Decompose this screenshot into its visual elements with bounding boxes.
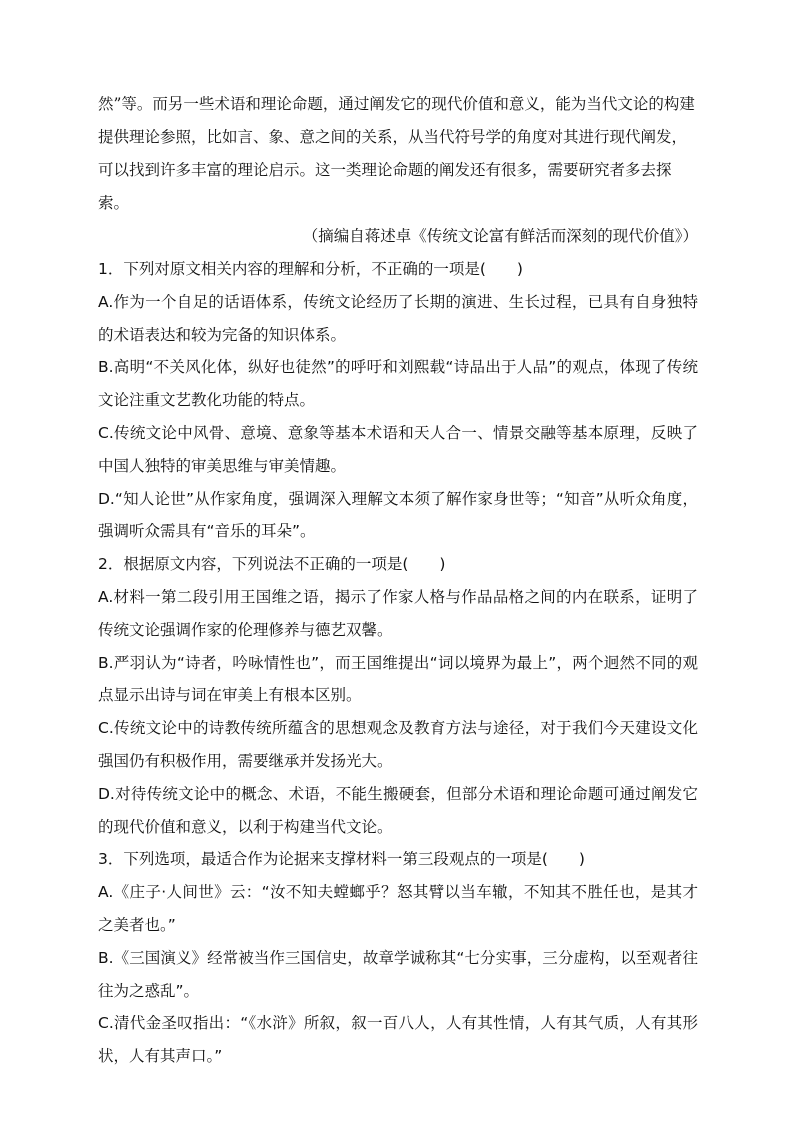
question-2: [98, 548, 698, 843]
option-d: D.“知人论世”从作家角度，强调深入理解文本须了解作家身世等；“知音”从听众角度，强调听众需具有“音乐的耳朵”。: [98, 489, 698, 541]
option-a: A.《庄子·人间世》云：“汝不知夫螳螂乎？怒其臂以当车辙，不知其不胜任也，是其才之美者也。”: [98, 883, 698, 934]
passage-excerpt: [98, 88, 698, 220]
question-3: [98, 843, 698, 1073]
document-page: [98, 88, 698, 1073]
question-stem: 1．下列对原文相关内容的理解和分析，不正确的一项是( ): [98, 260, 523, 278]
option-a: A.作为一个自足的话语体系，传统文论经历了长期的演进、生长过程，已具有自身独特的术语表达和较为完备的知识体系。: [98, 292, 698, 344]
option-d: D.对待传统文论中的概念、术语，不能生搬硬套，但部分术语和理论命题可通过阐发它的现代价值和意义，以利于构建当代文论。: [98, 784, 698, 836]
option-c: C.传统文论中风骨、意境、意象等基本术语和天人合一、情景交融等基本原理，反映了中国人独特的审美思维与审美情趣。: [98, 423, 698, 475]
question-stem: 3．下列选项，最适合作为论据来支撑材料一第三段观点的一项是( ): [98, 850, 585, 869]
option-a: A.材料一第二段引用王国维之语，揭示了作家人格与作品品格之间的内在联系，证明了传统文论强调作家的伦理修养与德艺双馨。: [98, 587, 698, 639]
question-list: [98, 253, 698, 1073]
option-b: B.高明“不关风化体，纵好也徒然”的呼吁和刘熙载“诗品出于人品”的观点，体现了传统文论注重文艺教化功能的特点。: [98, 358, 698, 410]
option-c: C.清代金圣叹指出：“《水浒》所叙，叙一百八人，人有其性情，人有其气质，人有其形状，人有其声口。”: [98, 1014, 698, 1066]
option-c: C.传统文论中的诗教传统所蕴含的思想观念及教育方法与途径，对于我们今天建设文化强国仍有积极作用，需要继承并发扬光大。: [98, 719, 698, 770]
source-citation: （摘编自蒋述卓《传统文论富有鲜活而深刻的现代价值》）: [302, 227, 698, 245]
option-b: B.《三国演义》经常被当作三国信史，故章学诚称其“七分实事，三分虚构，以至观者往往为之惑乱”。: [98, 948, 698, 1000]
question-1: [98, 253, 698, 548]
question-stem: 2．根据原文内容，下列说法不正确的一项是( ): [98, 555, 446, 574]
option-b: B.严羽认为“诗者，吟咏情性也”，而王国维提出“词以境界为最上”，两个迥然不同的观点显示出诗与词在审美上有根本区别。: [98, 653, 698, 705]
passage-paragraph: 然”等。而另一些术语和理论命题，通过阐发它的现代价值和意义，能为当代文论的构建提供理论参照，比如言、象、意之间的关系，从当代符号学的角度对其进行现代阐发，可以找到许多丰富的理论启示。这一类理论命题的阐发还有很多，需要研究者多去探索。: [98, 95, 695, 212]
